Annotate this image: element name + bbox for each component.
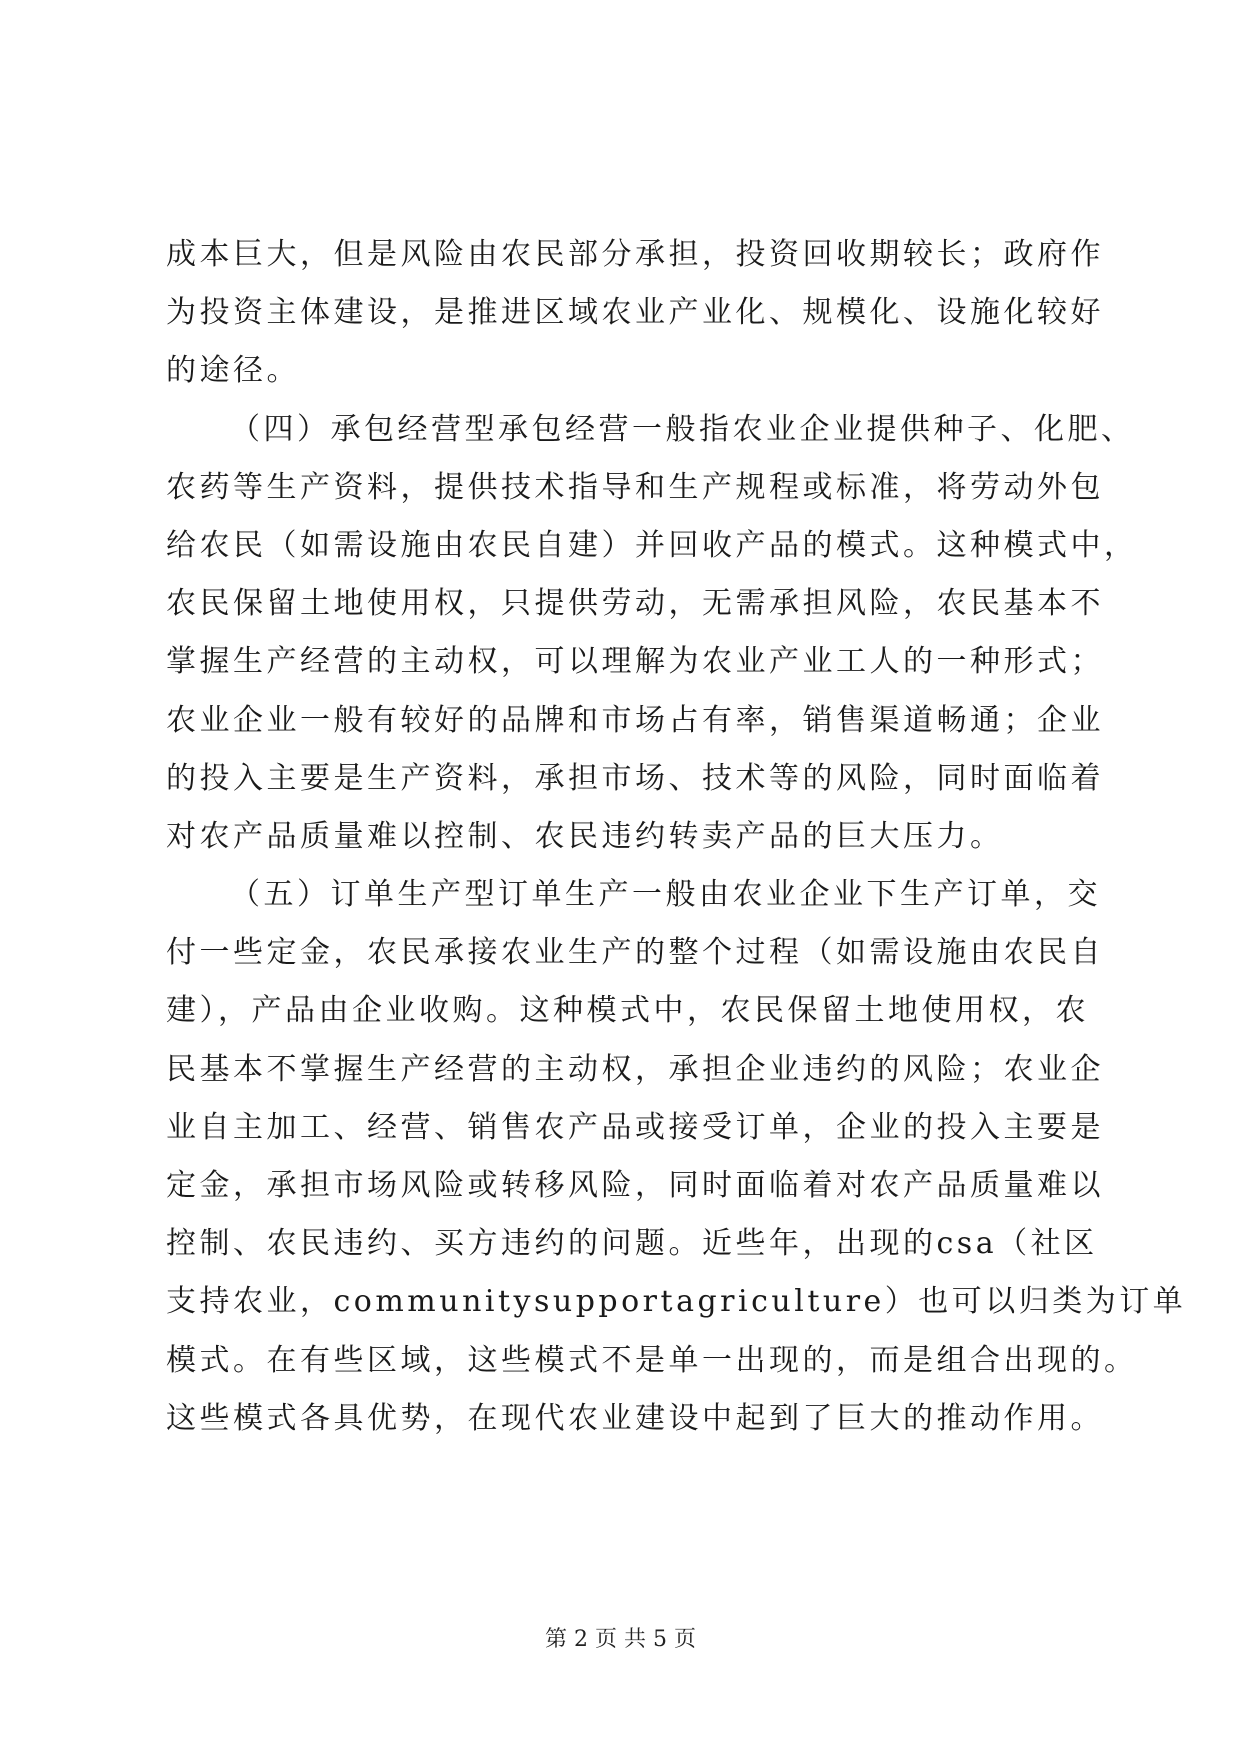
text-line: 业自主加工、经营、销售农产品或接受订单，企业的投入主要是	[166, 1109, 1104, 1145]
paragraph	[166, 401, 1138, 867]
text-line: 对农产品质量难以控制、农民违约转卖产品的巨大压力。	[166, 818, 1004, 854]
text-line: 的投入主要是生产资料，承担市场、技术等的风险，同时面临着	[166, 760, 1104, 796]
paragraph	[166, 226, 1104, 401]
text-line: （四）承包经营型承包经营一般指农业企业提供种子、化肥、	[230, 411, 1135, 447]
text-line: 民基本不掌握生产经营的主动权，承担企业违约的风险；农业企	[166, 1051, 1104, 1087]
text-line: 成本巨大，但是风险由农民部分承担，投资回收期较长；政府作	[166, 237, 1104, 272]
text-line: 农业企业一般有较好的品牌和市场占有率，销售渠道畅通；企业	[166, 702, 1104, 738]
page-number-footer: 第 2 页 共 5 页	[545, 1627, 696, 1652]
document-body	[166, 226, 1187, 1448]
text-line: 农药等生产资料，提供技术指导和生产规程或标准，将劳动外包	[166, 469, 1104, 505]
text-line: （五）订单生产型订单生产一般由农业企业下生产订单，交	[230, 877, 1101, 913]
text-line: 给农民（如需设施由农民自建）并回收产品的模式。这种模式中，	[166, 527, 1138, 563]
text-line: 的途径。	[166, 353, 300, 389]
paragraph	[166, 866, 1187, 1448]
text-line: 农民保留土地使用权，只提供劳动，无需承担风险，农民基本不	[166, 586, 1104, 622]
text-line: 模式。在有些区域，这些模式不是单一出现的，而是组合出现的。	[166, 1342, 1138, 1378]
text-line: 这些模式各具优势，在现代农业建设中起到了巨大的推动作用。	[166, 1400, 1104, 1436]
text-line: 支持农业，communitysupportagriculture）也可以归类为订单	[166, 1284, 1187, 1320]
text-line: 建），产品由企业收购。这种模式中，农民保留土地使用权，农	[166, 993, 1089, 1029]
text-line: 控制、农民违约、买方违约的问题。近些年，出现的csa（社区	[166, 1226, 1098, 1262]
text-line: 为投资主体建设，是推进区域农业产业化、规模化、设施化较好	[166, 295, 1104, 331]
text-line: 付一些定金，农民承接农业生产的整个过程（如需设施由农民自	[166, 935, 1104, 971]
text-line: 掌握生产经营的主动权，可以理解为农业产业工人的一种形式；	[166, 644, 1104, 680]
text-line: 定金，承担市场风险或转移风险，同时面临着对农产品质量难以	[166, 1168, 1104, 1203]
